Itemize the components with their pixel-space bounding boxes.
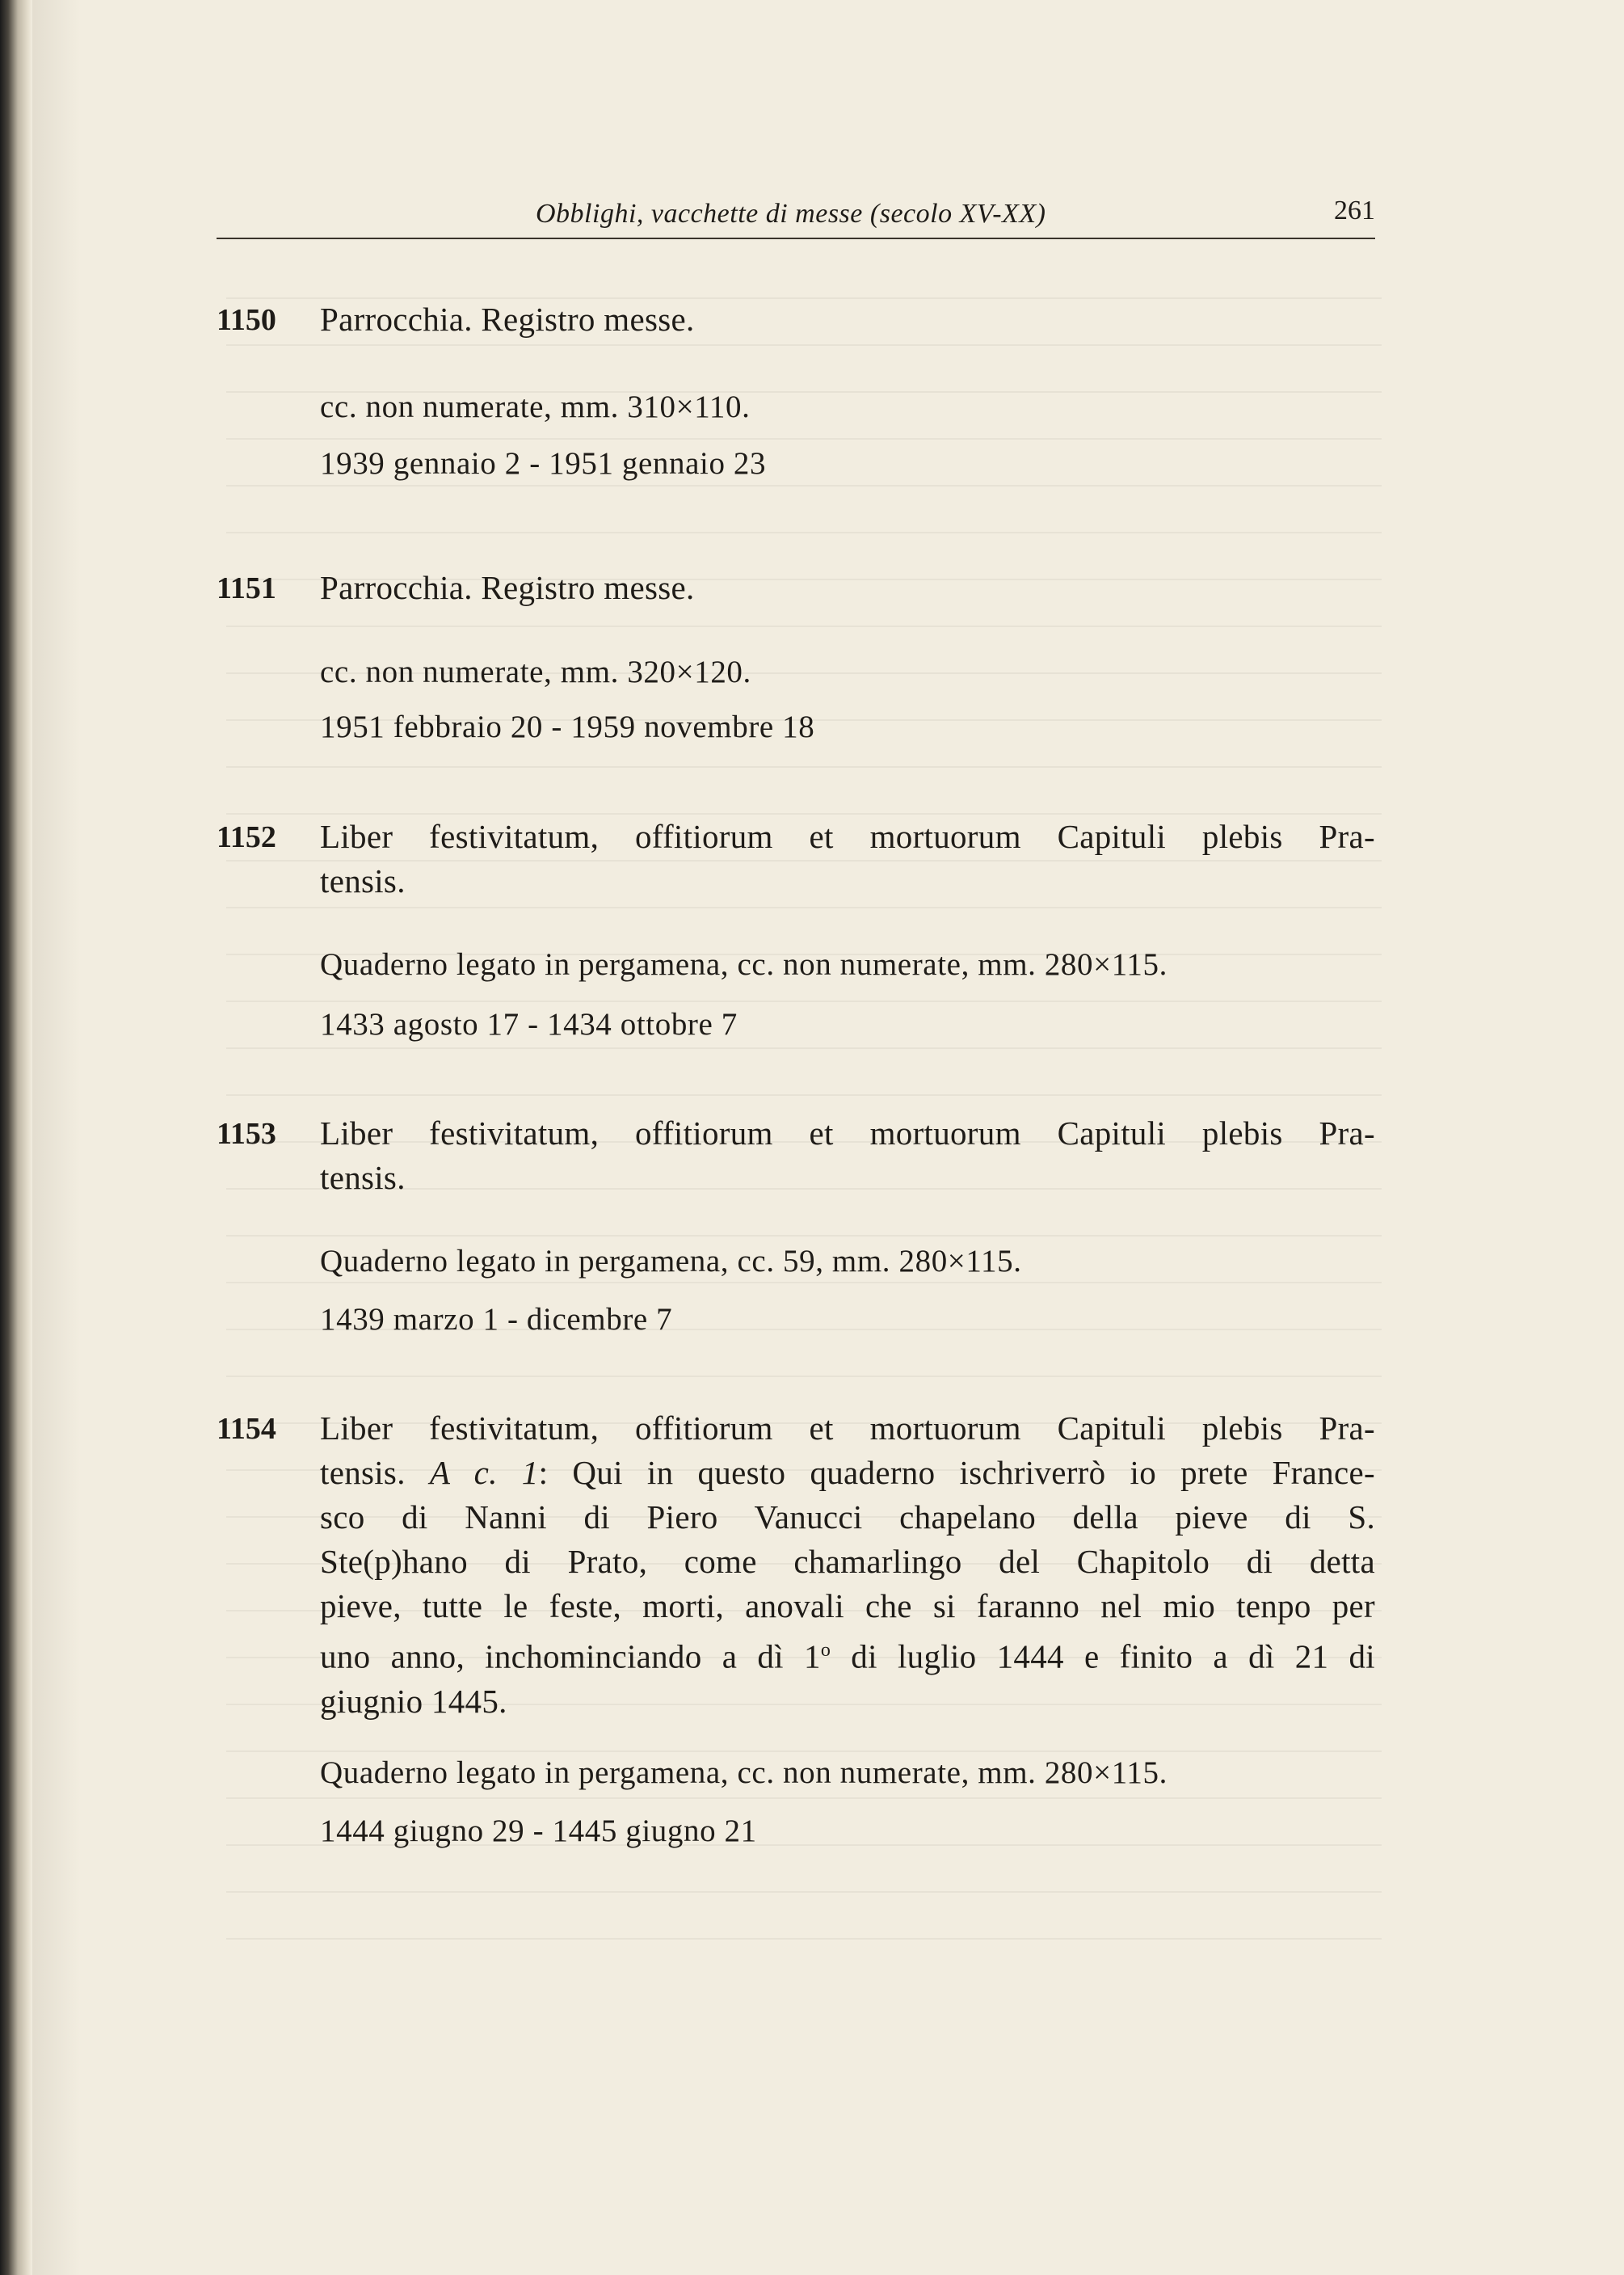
page-header (217, 196, 1375, 239)
entry-dates: 1439 marzo 1 - dicembre 7 (320, 1302, 673, 1337)
entry-title (320, 1111, 1375, 1200)
entry-title-line: tensis. (320, 862, 406, 899)
entry-number: 1152 (217, 820, 276, 854)
folio-reference: A c. 1 (429, 1454, 539, 1491)
gutter-shadow (32, 0, 81, 2275)
entry-title-line: giugnio 1445. (320, 1682, 507, 1720)
entry-title-text: : Qui in questo quaderno ischriverrò io prete France- (538, 1454, 1375, 1491)
entry-title-line (320, 1628, 1375, 1679)
entry-title-text: uno anno, inchominciando a dì 1 (320, 1637, 821, 1675)
entry-title-line: Liber festivitatum, offitiorum et mortuorum Capituli plebis Pra- (320, 1409, 1375, 1447)
entry-title-line: Ste(p)hano di Prato, come chamarlingo del Chapitolo di detta (320, 1543, 1375, 1580)
entry-dates: 1444 giugno 29 - 1445 giugno 21 (320, 1814, 757, 1848)
entry-title-line (320, 1451, 1375, 1495)
entry-number: 1154 (217, 1412, 276, 1446)
entry-number: 1150 (217, 303, 276, 337)
entry-description: Quaderno legato in pergamena, cc. non numerate, mm. 280×115. (320, 947, 1168, 982)
entry-title-line: sco di Nanni di Piero Vanucci chapelano della pieve di S. (320, 1498, 1375, 1536)
running-title: Obblighi, vacchette di messe (secolo XV-XX) (536, 199, 1046, 229)
entry-dates: 1939 gennaio 2 - 1951 gennaio 23 (320, 446, 767, 481)
entry-dates: 1951 febbraio 20 - 1959 novembre 18 (320, 710, 815, 744)
entry-title: Parrocchia. Registro messe. (320, 301, 695, 338)
entry-title (320, 815, 1375, 904)
entry-title-line: pieve, tutte le feste, morti, anovali che si faranno nel mio tenpo per (320, 1587, 1375, 1624)
ordinal-superscript: o (820, 1640, 831, 1661)
entry-number: 1151 (217, 571, 276, 605)
entry-number: 1153 (217, 1117, 276, 1151)
entry-description: Quaderno legato in pergamena, cc. 59, mm. 280×115. (320, 1244, 1022, 1279)
entry-title-line: Liber festivitatum, offitiorum et mortuorum Capituli plebis Pra- (320, 818, 1375, 855)
entry-dates: 1433 agosto 17 - 1434 ottobre 7 (320, 1007, 738, 1042)
entry-description: cc. non numerate, mm. 310×110. (320, 390, 751, 424)
entry-title-text: di luglio 1444 e finito a dì 21 di (831, 1637, 1375, 1675)
entry-title-line: tensis. (320, 1159, 406, 1196)
page-number: 261 (1334, 196, 1375, 225)
book-spine-edge (0, 0, 32, 2275)
entry-title (320, 1406, 1375, 1724)
entry-description: cc. non numerate, mm. 320×120. (320, 655, 751, 689)
entry-description: Quaderno legato in pergamena, cc. non numerate, mm. 280×115. (320, 1755, 1168, 1790)
entry-title: Parrocchia. Registro messe. (320, 569, 695, 606)
entry-title-text: tensis. (320, 1454, 406, 1491)
entry-title-line: Liber festivitatum, offitiorum et mortuorum Capituli plebis Pra- (320, 1114, 1375, 1152)
